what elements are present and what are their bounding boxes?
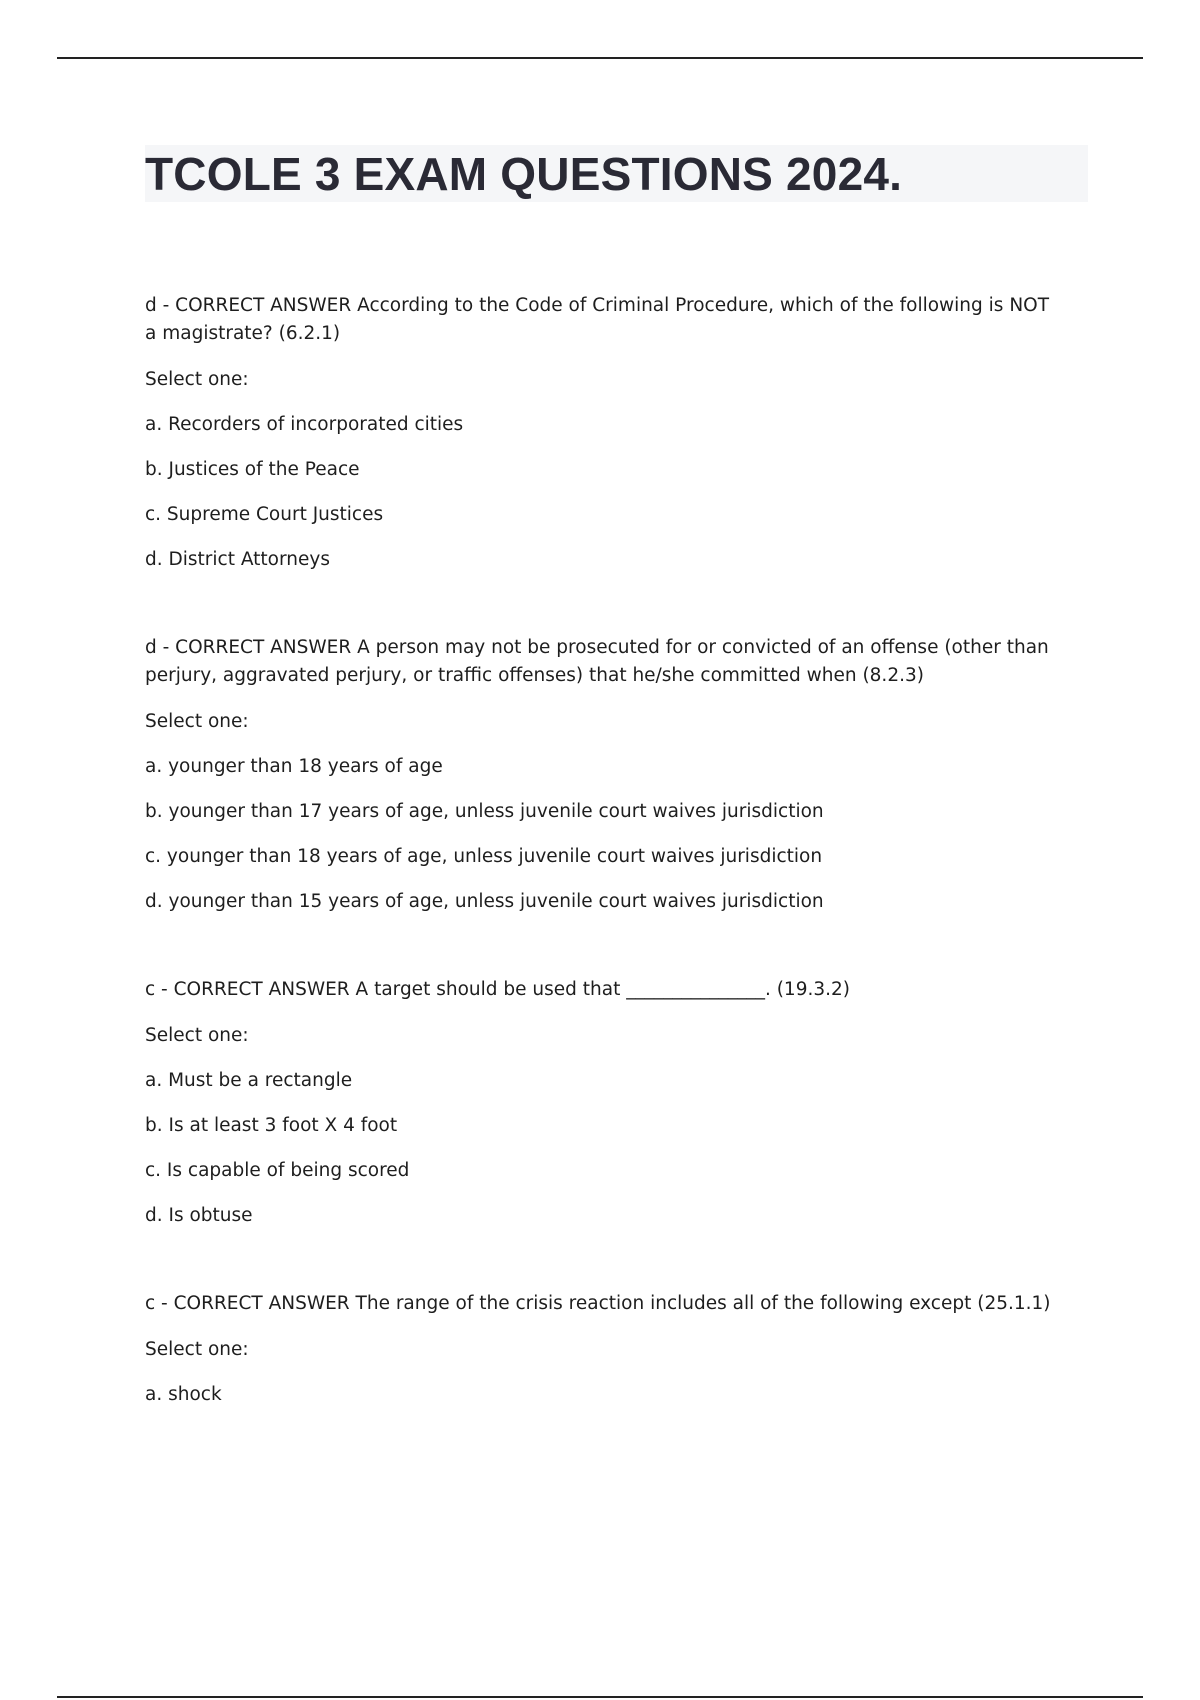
option-c: c. Supreme Court Justices — [145, 504, 384, 525]
footer-rule — [57, 1696, 1143, 1698]
question-list — [145, 292, 1060, 1469]
select-prompt: Select one: — [145, 1339, 249, 1360]
option-b: b. Justices of the Peace — [145, 459, 360, 480]
header-rule — [57, 57, 1143, 59]
option-b: b. younger than 17 years of age, unless juvenile court waives jurisdiction — [145, 801, 824, 822]
question-2 — [145, 634, 1060, 916]
question-stem: c - CORRECT ANSWER A target should be used that _______________. (19.3.2) — [145, 979, 850, 1000]
question-stem: d - CORRECT ANSWER According to the Code of Criminal Procedure, which of the following is NOT a magistrate? (6.2.1) — [145, 295, 1050, 344]
select-prompt: Select one: — [145, 369, 249, 390]
question-4 — [145, 1290, 1060, 1409]
question-1 — [145, 292, 1060, 574]
question-stem: d - CORRECT ANSWER A person may not be prosecuted for or convicted of an offense (other than perjury, aggravated perjury, or traffic offenses) that he/she committed when (8.2.3) — [145, 637, 1049, 686]
option-d: d. Is obtuse — [145, 1205, 253, 1226]
question-3 — [145, 976, 1060, 1230]
option-d: d. District Attorneys — [145, 549, 330, 570]
option-b: b. Is at least 3 foot X 4 foot — [145, 1115, 398, 1136]
select-prompt: Select one: — [145, 1025, 249, 1046]
option-c: c. younger than 18 years of age, unless juvenile court waives jurisdiction — [145, 846, 823, 867]
option-a: a. younger than 18 years of age — [145, 756, 443, 777]
option-a: a. Must be a rectangle — [145, 1070, 353, 1091]
option-a: a. Recorders of incorporated cities — [145, 414, 464, 435]
option-d: d. younger than 15 years of age, unless juvenile court waives jurisdiction — [145, 891, 824, 912]
document-title: TCOLE 3 EXAM QUESTIONS 2024. — [145, 148, 903, 200]
select-prompt: Select one: — [145, 711, 249, 732]
option-a: a. shock — [145, 1384, 222, 1405]
option-c: c. Is capable of being scored — [145, 1160, 410, 1181]
question-stem: c - CORRECT ANSWER The range of the crisis reaction includes all of the following except (25.1.1) — [145, 1293, 1051, 1314]
